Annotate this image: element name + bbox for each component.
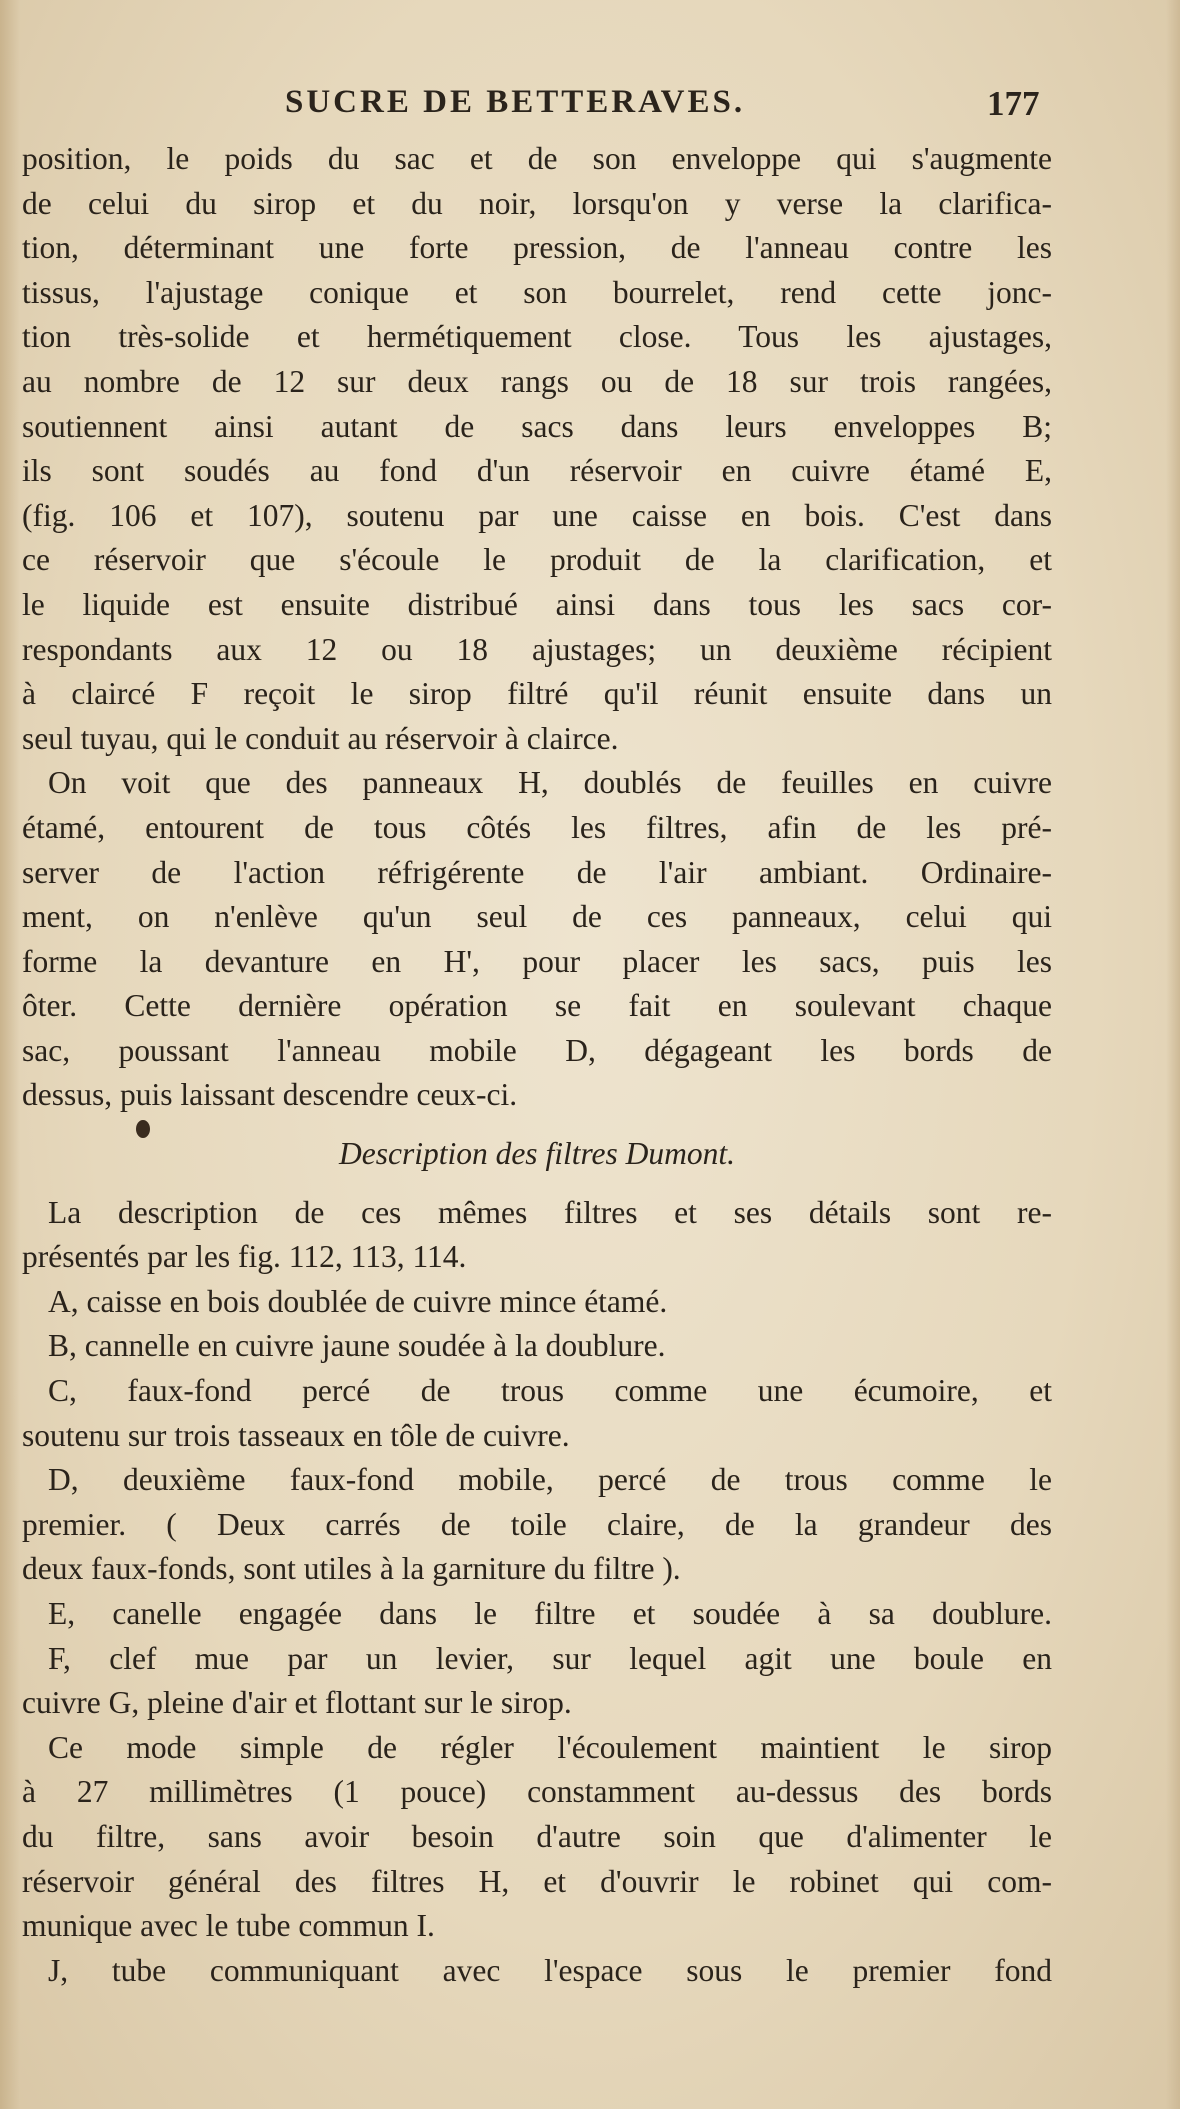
page-edge-left — [0, 0, 20, 2109]
text-line: tion, déterminant une forte pression, de l'anneau contre les — [22, 230, 1052, 266]
text-line: cuivre G, pleine d'air et flottant sur le sirop. — [22, 1685, 572, 1721]
section-heading: Description des filtres Dumont. — [338, 1136, 736, 1172]
text-line: sac, poussant l'anneau mobile D, dégageant les bords de — [22, 1032, 1052, 1068]
text-line: J, tube communiquant avec l'espace sous le premier fond — [48, 1952, 1052, 1988]
text-line: server de l'action réfrigérente de l'air ambiant. Ordinaire- — [22, 854, 1052, 890]
text-line: seul tuyau, qui le conduit au réservoir à clairce. — [22, 720, 619, 756]
text-line: tissus, l'ajustage conique et son bourrelet, rend cette jonc- — [22, 274, 1052, 310]
text-line: le liquide est ensuite distribué ainsi dans tous les sacs cor- — [22, 586, 1052, 622]
text-line: ils sont soudés au fond d'un réservoir en cuivre étamé E, — [22, 453, 1052, 489]
text-line: (fig. 106 et 107), soutenu par une caisse en bois. C'est dans — [22, 497, 1052, 533]
text-line: du filtre, sans avoir besoin d'autre soin que d'alimenter le — [22, 1818, 1052, 1854]
text-line: de celui du sirop et du noir, lorsqu'on y verse la clarifica- — [22, 185, 1052, 221]
text-line: ôter. Cette dernière opération se fait en soulevant chaque — [22, 988, 1052, 1024]
text-line: La description de ces mêmes filtres et ses détails sont re- — [48, 1194, 1052, 1230]
text-line: C, faux-fond percé de trous comme une écumoire, et — [48, 1373, 1052, 1409]
text-line: On voit que des panneaux H, doublés de feuilles en cuivre — [48, 765, 1052, 801]
text-line: ment, on n'enlève qu'un seul de ces panneaux, celui qui — [22, 899, 1052, 935]
text-line: premier. ( Deux carrés de toile claire, de la grandeur des — [22, 1506, 1052, 1542]
text-line: deux faux-fonds, sont utiles à la garniture du filtre ). — [22, 1551, 681, 1587]
text-line: respondants aux 12 ou 18 ajustages; un deuxième récipient — [22, 631, 1052, 667]
text-line: position, le poids du sac et de son enveloppe qui s'augmente — [22, 141, 1052, 176]
text-line: munique avec le tube commun I. — [22, 1908, 435, 1944]
page-header — [0, 84, 1180, 134]
text-line: tion très-solide et hermétiquement close. Tous les ajustages, — [22, 319, 1052, 355]
text-line: soutiennent ainsi autant de sacs dans leurs enveloppes B; — [22, 408, 1052, 444]
text-line: étamé, entourent de tous côtés les filtres, afin de les pré- — [22, 809, 1052, 845]
text-line: présentés par les fig. 112, 113, 114. — [22, 1239, 467, 1275]
text-line: à 27 millimètres (1 pouce) constamment au-dessus des bords — [22, 1774, 1052, 1810]
body-text — [22, 137, 1052, 1993]
text-line: forme la devanture en H', pour placer les sacs, puis les — [22, 943, 1052, 979]
text-line: ce réservoir que s'écoule le produit de la clarification, et — [22, 542, 1052, 578]
text-line: D, deuxième faux-fond mobile, percé de trous comme le — [48, 1462, 1052, 1498]
text-line: réservoir général des filtres H, et d'ouvrir le robinet qui com- — [22, 1863, 1052, 1899]
text-line: E, canelle engagée dans le filtre et soudée à sa doublure. — [48, 1596, 1052, 1631]
text-line: dessus, puis laissant descendre ceux-ci. — [22, 1077, 518, 1113]
running-title: SUCRE DE BETTERAVES. — [285, 84, 746, 120]
page-number: 177 — [987, 84, 1040, 123]
page-edge-right — [1166, 0, 1180, 2109]
text-line: au nombre de 12 sur deux rangs ou de 18 sur trois rangées, — [22, 363, 1052, 399]
ink-blot — [136, 1120, 150, 1138]
text-line: B, cannelle en cuivre jaune soudée à la doublure. — [48, 1328, 666, 1364]
text-line: F, clef mue par un levier, sur lequel agit une boule en — [48, 1640, 1052, 1676]
text-line: A, caisse en bois doublée de cuivre mince étamé. — [48, 1283, 668, 1319]
text-line: soutenu sur trois tasseaux en tôle de cuivre. — [22, 1417, 570, 1453]
text-line: Ce mode simple de régler l'écoulement maintient le sirop — [48, 1729, 1052, 1765]
text-line: à claircé F reçoit le sirop filtré qu'il réunit ensuite dans un — [22, 676, 1052, 712]
